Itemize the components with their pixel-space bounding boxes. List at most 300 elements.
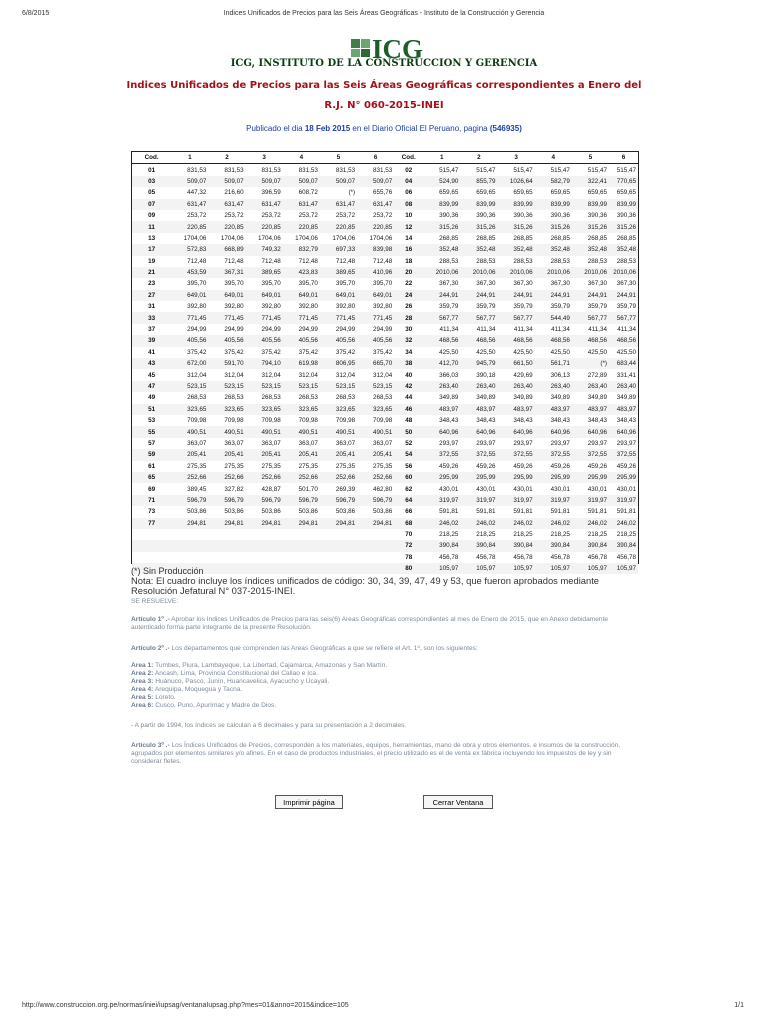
index-value-cell: 503,86 [335,508,356,516]
index-value-cell [357,529,394,540]
code-cell: 34 [405,348,413,356]
index-value-cell: 390,84 [609,540,638,551]
index-value-cell: 523,15 [357,381,394,392]
index-value-cell: 263,40 [535,381,572,392]
index-value-cell: 268,53 [261,394,281,402]
org-name: ICG, INSTITUTO DE LA CONSTRUCCION Y GERENCIA [230,58,538,69]
index-value-cell: 315,26 [460,221,497,232]
code-cell: 01 [148,166,156,174]
close-window-button[interactable]: Cerrar Ventana [423,795,493,809]
index-value-cell: 390,36 [550,212,570,220]
code-cell: 18 [405,257,413,265]
index-value-cell: 395,70 [373,280,393,288]
index-value-cell: 105,97 [535,563,572,574]
index-value-cell: 640,96 [535,426,572,437]
index-value-cell: 515,47 [439,166,459,174]
index-value-cell: 363,07 [373,439,393,447]
index-value-cell: 252,66 [208,472,245,483]
index-value-cell [357,552,394,563]
index-value-cell: 483,97 [498,404,535,415]
index-value-cell: 2010,06 [460,267,497,278]
index-value-cell: 389,65 [320,267,357,278]
code-cell: 32 [394,335,423,346]
published-prefix: Publicado el dia [246,124,305,133]
index-value-cell: 390,36 [476,212,496,220]
index-value-cell: 771,45 [283,312,320,323]
index-value-cell: 372,55 [460,449,497,460]
index-value-cell: 372,55 [535,449,572,460]
index-value-cell: 503,86 [373,508,393,516]
index-value-cell: 831,53 [373,166,393,174]
article-1-text: Aprobar los Indices Unificados de Precios para las seis(6) Areas Geográficas correspondientes al mes de Enero de 2015, que en Anexo debidamente autenticado forma parte integrante de la presente Resolución. [131,616,609,631]
index-value-cell: 375,42 [187,348,207,356]
index-value-cell: 348,43 [616,417,636,425]
index-value-cell: 323,65 [357,404,394,415]
index-value-cell: 1026,64 [498,176,535,187]
index-value-cell: 352,48 [535,244,572,255]
code-cell: 33 [132,312,171,323]
index-value-cell: 268,85 [587,234,608,242]
icg-logo [350,34,470,64]
index-value-cell: 244,91 [423,290,460,301]
index-value-cell: 509,07 [171,176,208,187]
code-cell: 28 [394,312,423,323]
column-header: 2 [460,152,497,164]
article-1-label: Artículo 1º .- [131,616,170,623]
index-value-cell: 220,85 [320,221,357,232]
index-value-cell: 468,56 [535,335,572,346]
article-2-label: Artículo 2º .- [131,645,170,652]
index-value-cell: 389,45 [187,485,207,493]
index-value-cell: 631,47 [357,199,394,210]
index-value-cell: 1704,06 [257,234,281,242]
index-value-cell: 315,26 [535,221,572,232]
code-cell: 62 [405,485,413,493]
index-value-cell: 425,50 [513,348,533,356]
index-value-cell: 367,30 [616,280,636,288]
area-item [131,662,641,670]
index-value-cell: 596,79 [246,495,283,506]
table-row [132,369,638,380]
index-value-cell: 509,07 [283,176,320,187]
index-value-cell: 456,78 [587,553,608,561]
table-row [132,312,638,323]
index-value-cell: 515,47 [513,166,533,174]
area-item [131,670,641,678]
index-value-cell: 246,02 [535,518,572,529]
index-value-cell: 659,65 [439,189,459,197]
index-value-cell: 395,70 [224,280,244,288]
index-value-cell: 375,42 [298,348,318,356]
index-value-cell: 425,50 [550,348,570,356]
index-value-cell: 561,71 [535,358,572,369]
index-value-cell: 253,72 [261,212,281,220]
index-value-cell: 263,40 [572,381,609,392]
index-value-cell: 295,99 [572,472,609,483]
index-value-cell: 359,79 [513,303,533,311]
index-value-cell: 252,66 [246,472,283,483]
index-value-cell: 806,95 [320,358,357,369]
index-value-cell: 659,65 [616,189,636,197]
code-cell: 66 [405,508,413,516]
index-value-cell: 591,81 [513,508,533,516]
index-value-cell: 392,80 [187,303,207,311]
table-row [132,335,638,346]
index-value-cell: 640,96 [572,426,609,437]
area-text: Ancash, Lima, Provincia Constitucional del Callao e Ica. [153,670,318,677]
area-text: Arequipa, Moquegua y Tacna. [153,686,243,693]
index-value-cell [283,540,320,551]
index-value-cell: 523,15 [283,381,320,392]
index-value-cell: 490,51 [208,426,245,437]
index-value-cell: 375,42 [224,348,244,356]
index-value-cell: 709,98 [224,417,244,425]
code-cell: 11 [132,221,171,232]
index-value-cell: 2010,06 [535,267,572,278]
index-value-cell: 395,70 [298,280,318,288]
index-value-cell: 275,35 [373,462,393,470]
index-value-cell: 349,89 [476,394,496,402]
logo-text: ICG [372,34,424,64]
table-body [132,164,638,575]
index-value-cell: 275,35 [261,462,281,470]
code-cell: 77 [132,518,171,529]
se-resuelve: SE RESUELVE: [131,598,179,605]
index-value-cell: 831,53 [224,166,244,174]
index-value-cell: 294,99 [261,326,281,334]
index-value-cell: 631,47 [246,199,283,210]
index-value-cell: 839,99 [498,199,535,210]
index-value-cell: 359,79 [616,303,636,311]
index-value-cell: 319,97 [609,495,638,506]
code-cell: 55 [132,426,171,437]
code-cell [132,540,171,551]
article-3-label: Artículo 3º .- [131,742,170,749]
index-value-cell: 352,48 [498,244,535,255]
index-value-cell: 839,99 [460,199,497,210]
index-value-cell: 246,02 [498,518,535,529]
table-row [132,221,638,232]
index-value-cell: 649,01 [357,290,394,301]
index-value-cell: 216,60 [224,189,244,197]
column-header: 2 [208,152,245,164]
index-value-cell: 411,34 [476,326,496,334]
index-value-cell: 855,79 [460,176,497,187]
index-value-cell: 244,91 [498,290,535,301]
index-value-cell: 456,78 [439,553,459,561]
index-value-cell: 352,48 [423,244,460,255]
column-header: 4 [283,152,320,164]
print-page-number: 1/1 [734,1002,744,1009]
table-row [132,495,638,506]
index-value-cell: 390,36 [439,212,459,220]
index-value-cell: 268,53 [373,394,393,402]
index-value-cell: 468,56 [460,335,497,346]
index-value-cell: 294,81 [357,518,394,529]
index-value-cell: 395,70 [261,280,281,288]
index-value-cell: 430,01 [550,485,570,493]
index-value-cell: 683,44 [609,358,638,369]
index-value-cell: 456,78 [476,553,496,561]
index-value-cell: 839,99 [572,199,609,210]
index-value-cell: 390,18 [476,371,496,379]
index-value-cell: 2010,06 [498,267,535,278]
code-cell: 78 [405,553,413,561]
code-cell: 52 [405,439,413,447]
table-row [132,233,638,244]
index-value-cell: 661,50 [498,358,535,369]
index-value-cell: 312,04 [187,371,207,379]
index-value-cell: 220,85 [283,221,320,232]
index-value-cell: 218,25 [476,531,496,539]
index-value-cell: 831,53 [261,166,281,174]
index-value-cell: 572,83 [171,244,208,255]
page-title: Indices Unificados de Precios para las Seis Áreas Geográficas correspondientes a Enero del [126,80,642,91]
index-value-cell: 359,79 [550,303,570,311]
column-header: 5 [320,152,357,164]
index-value-cell: 523,15 [320,381,357,392]
index-value-cell: 392,80 [261,303,281,311]
index-value-cell: 392,80 [224,303,244,311]
index-value-cell [283,529,320,540]
index-value-cell: 425,50 [439,348,459,356]
index-value-cell: 1704,06 [183,234,207,242]
index-value-cell: 405,56 [283,335,320,346]
index-value-cell: 275,35 [298,462,318,470]
index-value-cell: 839,99 [423,199,460,210]
index-value-cell: 447,32 [187,189,207,197]
code-cell: 43 [132,358,171,369]
index-value-cell: 567,77 [460,312,497,323]
code-cell: 69 [148,485,156,493]
column-header: 5 [572,152,609,164]
index-value-cell: 709,98 [187,417,207,425]
resolution-number: R.J. N° 060-2015-INEI [324,100,444,111]
code-cell: 07 [132,199,171,210]
table-row [132,164,638,176]
print-page-button[interactable]: Imprimir página [275,795,343,809]
index-value-cell: 392,80 [335,303,356,311]
area-item [131,694,641,702]
index-value-cell: 483,97 [423,404,460,415]
index-value-cell: 490,51 [171,426,208,437]
index-value-cell: 503,86 [224,508,244,516]
index-value-cell: 544,49 [535,312,572,323]
index-value-cell: 312,04 [298,371,318,379]
index-value-cell: 293,97 [587,439,608,447]
index-value-cell: 709,98 [373,417,393,425]
index-table [132,152,638,574]
index-value-cell: 596,79 [357,495,394,506]
index-value-cell: 425,50 [587,348,608,356]
index-value-cell: 428,87 [261,485,281,493]
index-value-cell: 288,53 [550,257,570,265]
code-cell: 31 [148,303,156,311]
index-value-cell: 312,04 [261,371,281,379]
index-value-cell: 253,72 [298,212,318,220]
index-value-cell: 372,55 [572,449,609,460]
index-value-cell: 712,48 [373,257,393,265]
index-value-cell: 253,72 [224,212,244,220]
index-value-cell: 252,66 [357,472,394,483]
index-value-cell: 649,01 [246,290,283,301]
index-value-cell: 771,45 [320,312,357,323]
area-label: Area 6: [131,702,154,709]
index-value-cell [208,529,245,540]
index-value-cell: 1704,06 [369,234,393,242]
table-row [132,449,638,460]
index-value-cell: 709,98 [335,417,356,425]
index-value-cell: 220,85 [208,221,245,232]
index-value-cell: 349,89 [550,394,570,402]
index-value-cell: 294,81 [320,518,357,529]
decimals-note: - A partir de 1994, los índices se calculan a 6 decimales y para su presentación a 2 decimales. [131,722,407,729]
index-value-cell: 253,72 [335,212,356,220]
article-2 [131,645,641,653]
index-value-cell: 294,81 [246,518,283,529]
index-value-cell: 749,32 [246,244,283,255]
index-value-cell: 263,40 [498,381,535,392]
index-value-cell: 490,51 [246,426,283,437]
index-value-cell: 288,53 [616,257,636,265]
index-value-cell: 390,84 [572,540,609,551]
index-value-cell: 411,34 [617,326,636,334]
index-value-cell: 2010,06 [423,267,460,278]
index-value-cell: 459,26 [587,462,608,470]
index-value-cell: 831,53 [335,166,356,174]
index-value-cell: 390,84 [460,540,497,551]
index-value-cell: 315,26 [498,221,535,232]
code-cell: 38 [394,358,423,369]
index-value-cell [320,540,357,551]
index-value-cell: 649,01 [208,290,245,301]
index-value-cell: 567,77 [609,312,638,323]
index-value-cell: 315,26 [572,221,609,232]
index-value-cell: 771,45 [246,312,283,323]
index-value-cell: 468,56 [498,335,535,346]
index-value-cell: 591,81 [439,508,459,516]
code-cell: 51 [132,404,171,415]
index-value-cell: 375,42 [335,348,356,356]
index-value-cell: 218,25 [616,531,636,539]
index-value-cell: 366,03 [439,371,459,379]
column-header: 3 [498,152,535,164]
code-cell [132,529,171,540]
index-value-cell: 246,02 [609,518,638,529]
index-value-cell: 294,81 [171,518,208,529]
index-value-cell: 390,36 [587,212,608,220]
index-value-cell: 275,35 [335,462,356,470]
index-value-cell [246,529,283,540]
index-value-cell: 105,97 [423,563,460,574]
index-value-cell: 352,48 [572,244,609,255]
code-cell: 12 [394,221,423,232]
index-value-cell: 631,47 [171,199,208,210]
index-value-cell: 288,53 [587,257,608,265]
index-value-cell [283,552,320,563]
index-value-cell: 490,51 [283,426,320,437]
index-value-cell: 490,51 [320,426,357,437]
code-cell: 10 [405,212,413,220]
index-value-cell: 268,85 [476,234,496,242]
index-value-cell: 459,26 [550,462,570,470]
index-value-cell: 608,72 [298,189,318,197]
index-value-cell: 1704,06 [332,234,356,242]
index-value-cell: 359,79 [439,303,459,311]
index-value-cell: 483,97 [572,404,609,415]
index-value-cell: 246,02 [572,518,609,529]
index-value-cell: 268,85 [550,234,570,242]
index-value-cell: 205,41 [357,449,394,460]
index-value-cell: 315,26 [609,221,638,232]
column-header: 3 [246,152,283,164]
table-row [132,358,638,369]
index-value-cell: 515,47 [616,166,636,174]
index-value-cell: 348,43 [550,417,570,425]
index-value-cell [320,529,357,540]
index-value-cell: 105,97 [572,563,609,574]
index-value-cell: 2010,06 [572,267,609,278]
code-cell: 03 [132,176,171,187]
index-value-cell: 348,43 [587,417,608,425]
index-value-cell: 244,91 [535,290,572,301]
table-row [132,176,638,187]
code-cell: 24 [394,290,423,301]
index-value-cell: 596,79 [208,495,245,506]
index-value-cell: 1704,06 [220,234,244,242]
area-text: Tumbes, Piura, Lambayeque, La Libertad, Cajamarca, Amazonas y San Martín. [153,662,388,669]
column-header: 1 [171,152,208,164]
index-value-cell: 319,97 [572,495,609,506]
index-value-cell: 396,59 [261,189,281,197]
index-value-cell: 323,65 [246,404,283,415]
index-value-cell: 275,35 [187,462,207,470]
index-value-cell: 591,70 [208,358,245,369]
index-value-cell: 348,43 [476,417,496,425]
index-value-cell: 246,02 [460,518,497,529]
index-value-cell: 515,47 [476,166,496,174]
index-value-cell: 659,65 [513,189,533,197]
index-value-cell: 359,79 [476,303,496,311]
code-cell: 56 [405,462,413,470]
table-row [132,244,638,255]
index-value-cell: 205,41 [283,449,320,460]
code-cell: 50 [394,426,423,437]
index-value-cell: 352,48 [460,244,497,255]
code-cell: 26 [405,303,413,311]
index-value-cell: 425,50 [476,348,496,356]
index-value-cell: 293,97 [513,439,533,447]
index-value-cell: 352,48 [609,244,638,255]
index-value-cell: 367,30 [476,280,496,288]
code-cell: 57 [148,439,156,447]
index-value-cell: 649,01 [171,290,208,301]
table-row [132,256,638,267]
index-value-cell: 411,34 [439,326,459,334]
code-cell: 44 [405,394,413,402]
index-value-cell: 430,01 [439,485,459,493]
index-value-cell: 709,98 [261,417,281,425]
index-value-cell: 322,41 [572,176,609,187]
index-value-cell: 709,98 [298,417,318,425]
index-value-cell: 582,79 [535,176,572,187]
code-cell: 37 [148,326,156,334]
code-cell: 73 [148,508,156,516]
table-row [132,461,638,472]
code-cell: 09 [148,212,156,220]
index-value-cell: 349,89 [616,394,636,402]
code-cell: 13 [148,234,156,242]
